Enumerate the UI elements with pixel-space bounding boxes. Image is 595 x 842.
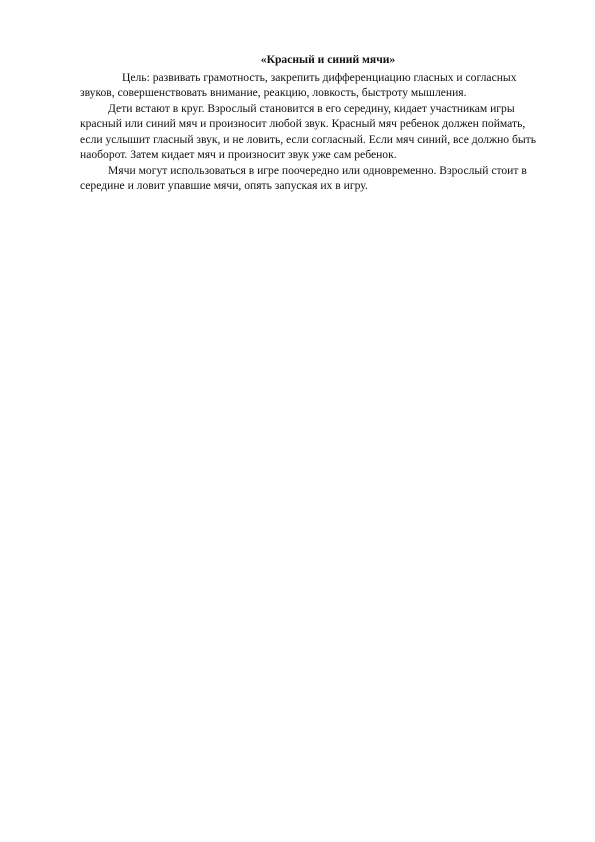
document-title: «Красный и синий мячи» <box>260 53 396 66</box>
paragraph-rules: Дети встают в круг. Взрослый становится в его середину, кидает участникам игры красный или синий мяч и произносит любой звук. Красный мяч ребенок должен поймать, если услышит гласный звук, и не ловить, если согласный. Если мяч синий, все должно быть наоборот. Затем кидает мяч и произносит звук уже сам ребенок. <box>80 101 537 161</box>
paragraph-balls: Мячи могут использоваться в игре поочередно или одновременно. Взрослый стоит в середине и ловит упавшие мячи, опять запуская их в игру. <box>80 163 527 192</box>
document-body <box>80 52 540 194</box>
paragraph-goal: Цель: развивать грамотность, закрепить дифференциацию гласных и согласных звуков, совершенствовать внимание, реакцию, ловкость, быстроту мышления. <box>80 70 517 99</box>
